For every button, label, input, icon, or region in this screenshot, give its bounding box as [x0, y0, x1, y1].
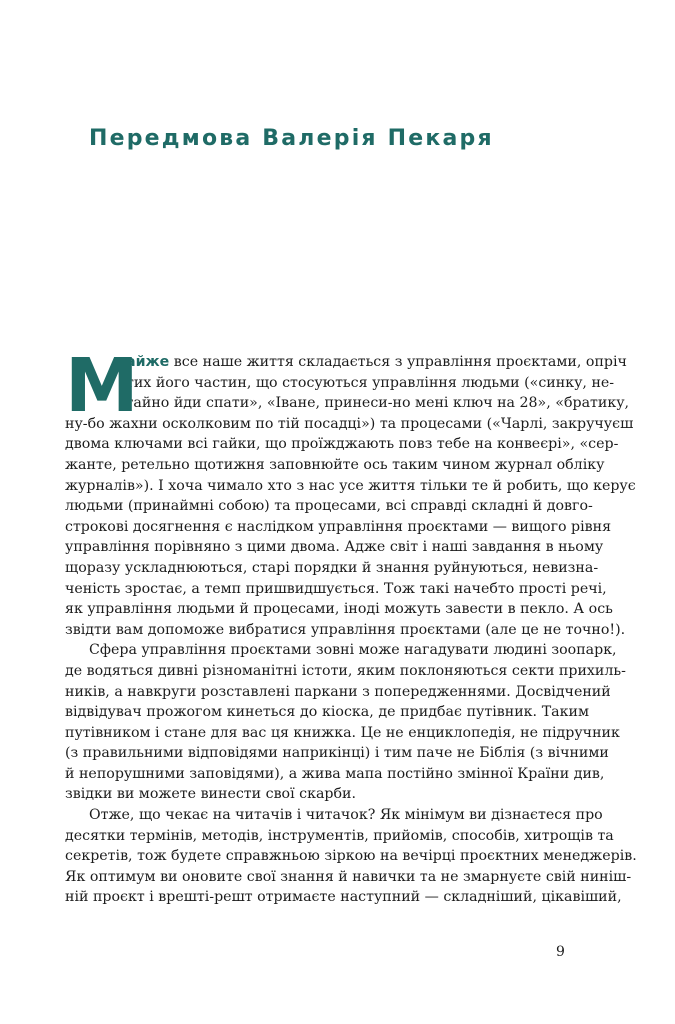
text-line: Як оптимум ви оновите свої знання й навички та не змарнуєте свій ниніш- [65, 868, 632, 885]
text-line: ченість зростає, а темп пришвидшується. Тож такі начебто прості речі, [65, 580, 607, 597]
text-line: Отже, що чекає на читачів і читачок? Як мінімум ви дізнаєтеся про [89, 807, 603, 824]
text-line: управління порівняно з цими двома. Адже світ і наші завдання в ньому [65, 539, 604, 556]
text-line: двома ключами всі гайки, що проїжджають повз тебе на конвеєрі», «сер- [65, 436, 619, 453]
paragraph [65, 343, 636, 640]
text-line: секретів, тож будете справжньою зіркою на вечірці проєктних менеджерів. [65, 848, 637, 865]
paragraphs [65, 343, 637, 908]
lead-word: айже [126, 354, 170, 370]
paragraph [65, 640, 626, 805]
page-title: Передмова Валерія Пекаря [89, 126, 494, 151]
paragraph [65, 805, 637, 908]
text-line: звідти вам допоможе вибратися управління проєктами (але це не точно!). [65, 621, 626, 638]
text-line: десятки термінів, методів, інструментів, прийомів, способів, хитрощів та [65, 827, 614, 844]
text-line: де водяться дивні різноманітні істоти, яким поклоняються секти прихиль- [65, 662, 626, 679]
text-line [65, 352, 627, 373]
text-line: Сфера управління проєктами зовні може нагадувати людині зоопарк, [89, 642, 617, 659]
drop-cap: М [65, 343, 139, 429]
text-line: ну-бо жахни осколковим по тій посадці») та процесами («Чарлі, закручуєш [65, 415, 634, 432]
text-line: й непорушними заповідями), а жива мапа постійно змінної Країни див, [65, 765, 605, 782]
text-line: як управління людьми й процесами, іноді можуть завести в пекло. А ось [65, 601, 613, 618]
page-number: 9 [556, 944, 565, 960]
text-line: тих його частин, що стосуються управління людьми («синку, не- [126, 374, 615, 391]
text-line: журналів»). І хоча чимало хто з нас усе життя тільки те й робить, що керує [65, 477, 636, 494]
text-line: жанте, ретельно щотижня заповнюйте ось таким чином журнал обліку [65, 456, 605, 473]
body-text [65, 343, 637, 908]
text-line: людьми (принаймні собою) та процесами, всі справді складні й довго- [65, 498, 593, 515]
text-line: звідки ви можете винести свої скарби. [65, 786, 357, 803]
text-line: ників, а навкруги розставлені паркани з попередженнями. Досвідчений [65, 683, 611, 700]
text-line: путівником і стане для вас ця книжка. Це не енциклопедія, не підручник [65, 724, 620, 741]
text-span: все наше життя складається з управління проєктами, опріч [169, 354, 627, 370]
text-line: строкові досягнення є наслідком управління проєктами — вищого рівня [65, 518, 612, 535]
text-line: відвідувач прожогом кинеться до кіоска, де придбає путівник. Таким [65, 704, 589, 721]
text-line: щоразу ускладнюються, старі порядки й знання руйнуються, невизна- [65, 559, 599, 576]
text-line: (з правильними відповідями наприкінці) і тим паче не Біблія (з вічними [65, 745, 609, 762]
text-line: ній проєкт і врешті-решт отримаєте наступний — складніший, цікавіший, [65, 889, 622, 906]
text-line: гайно йди спати», «Іване, принеси-но мені ключ на 28», «братику, [126, 395, 630, 412]
